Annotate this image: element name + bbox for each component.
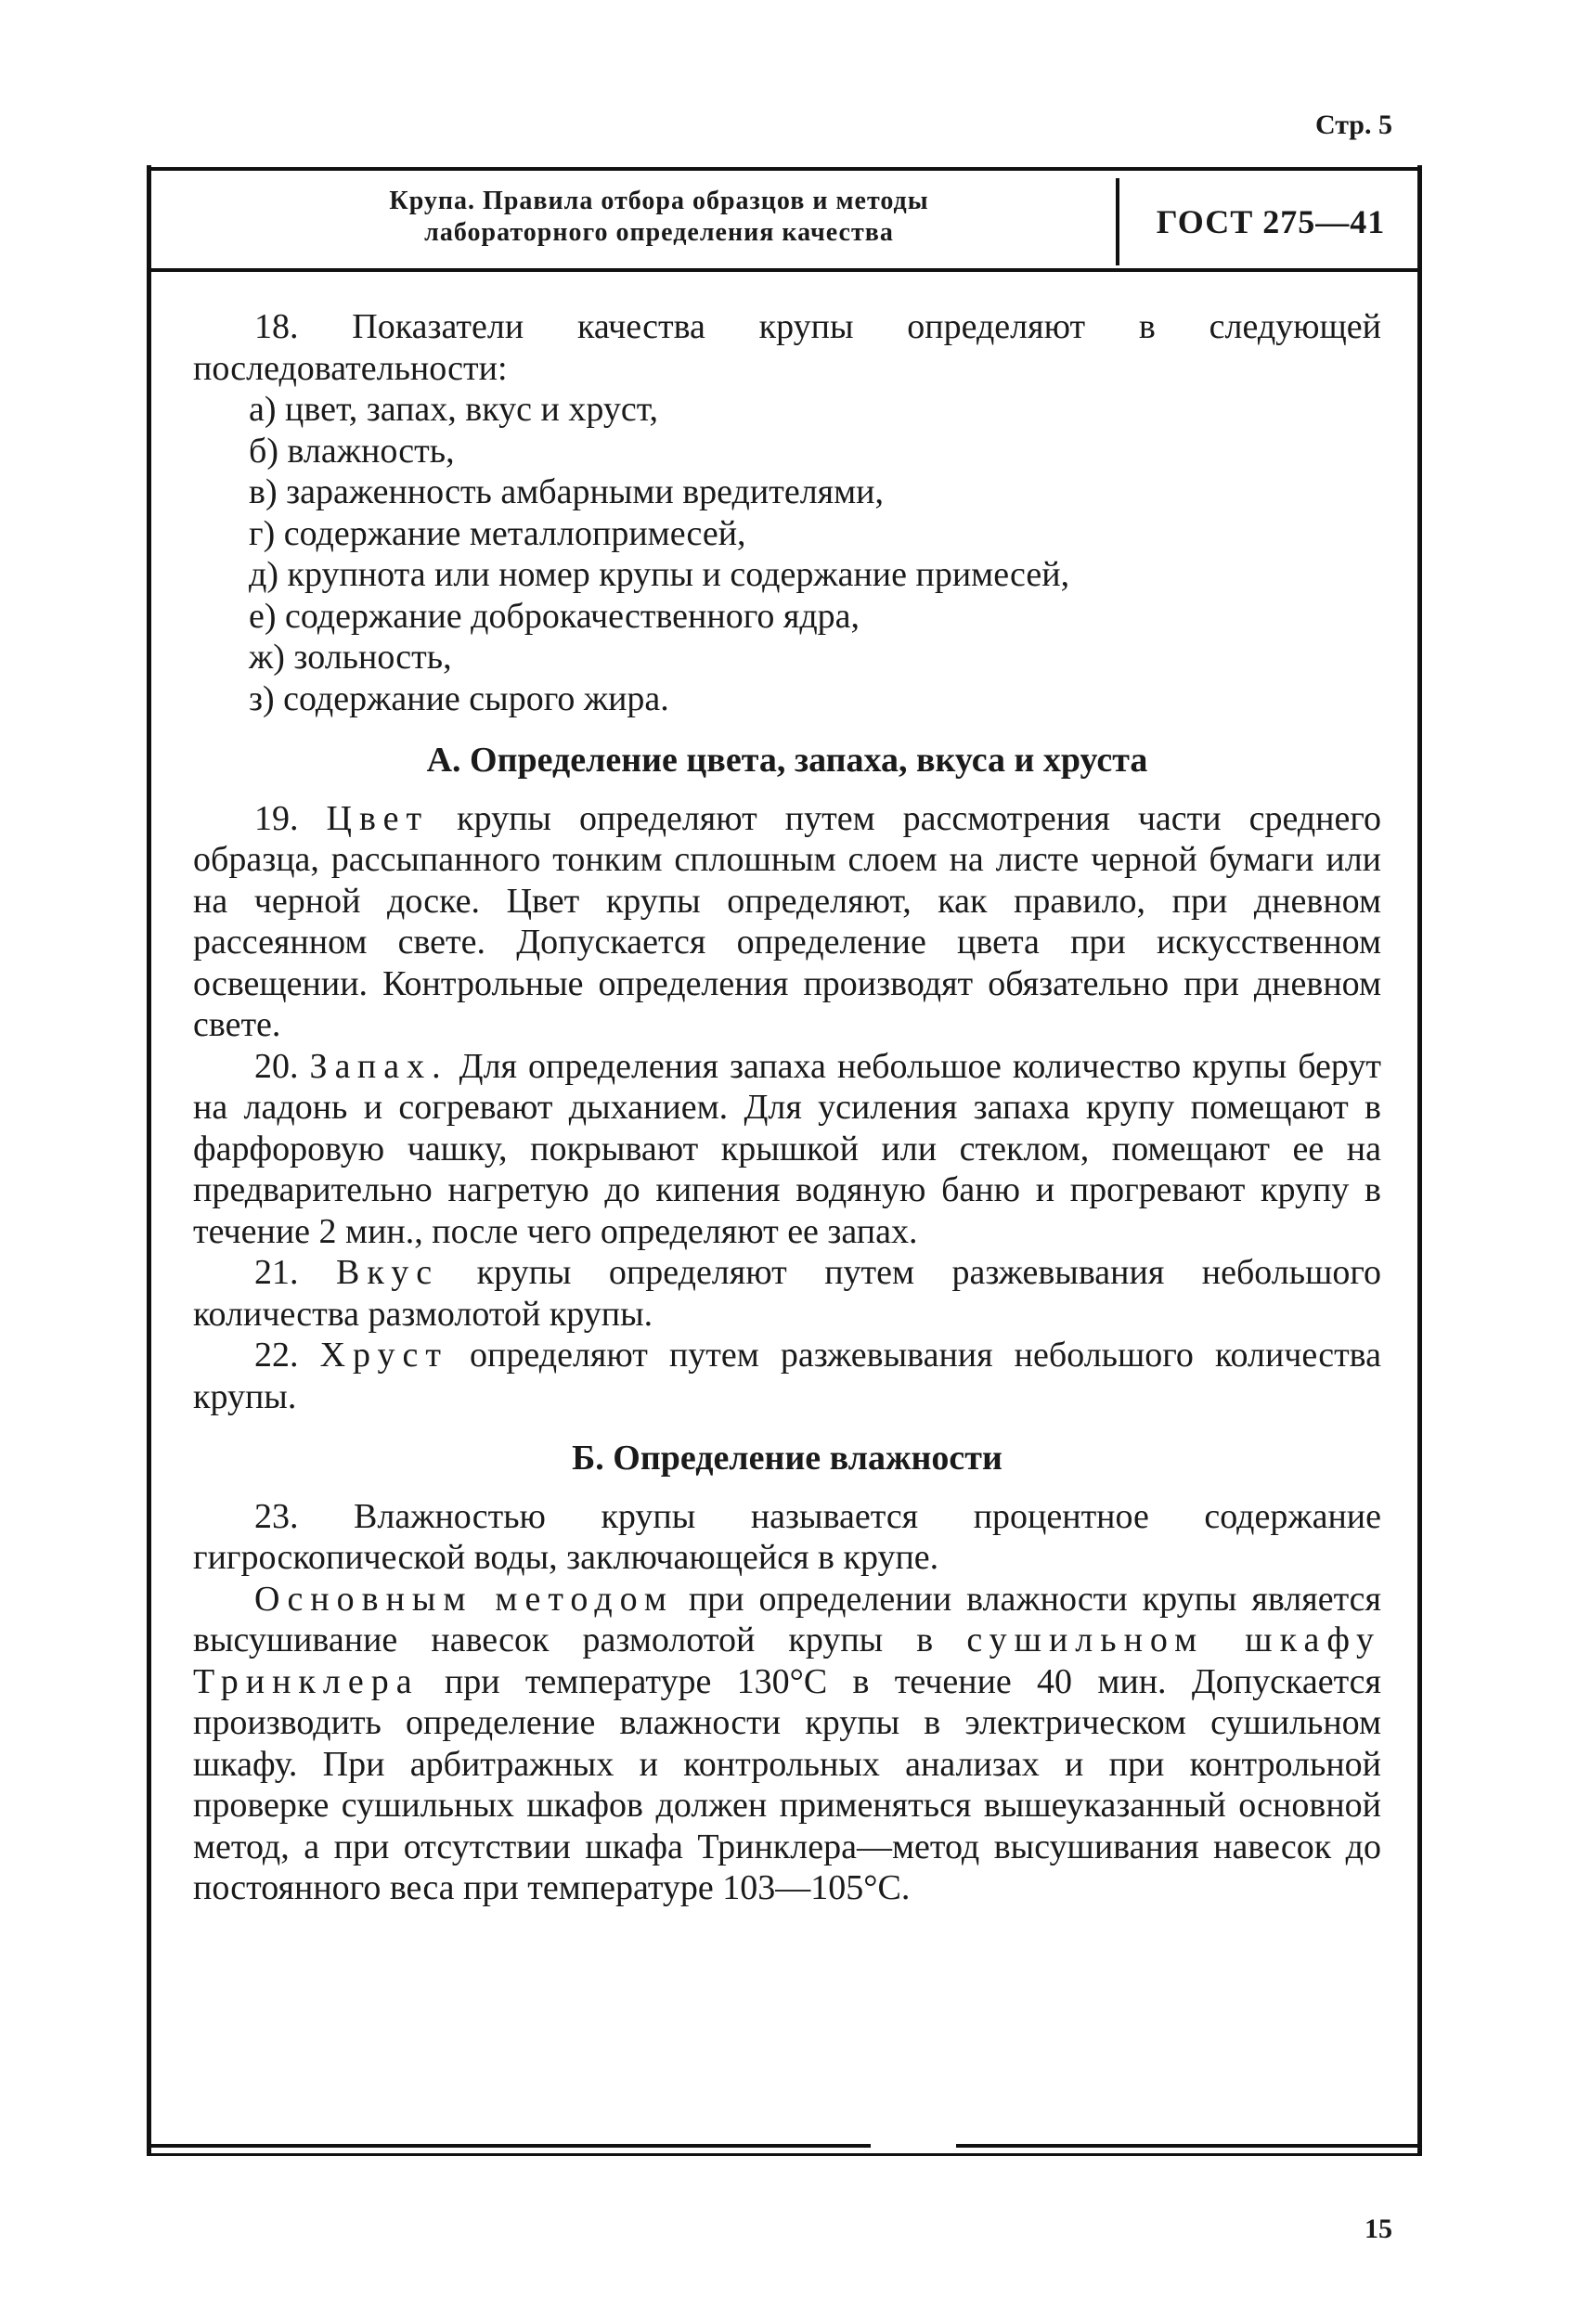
document-title-line-1: Крупа. Правила отбора образцов и методы	[389, 187, 929, 215]
page-label: Стр. 5	[1314, 110, 1392, 140]
paragraph-keyword: Основным методом	[254, 1579, 674, 1619]
paragraph-text: крупы определяют путем рассмотрения части среднего образца, рассыпанного тонким сплошным слоем на листе черной бумаги или на черной доске. Цвет крупы определяют, как правило, при дневном рассеянном свете. Допускается определение цвета при искусственном освещении. Контрольные определения производят обязательно при дневном свете.	[193, 798, 1382, 1044]
list-item: е) содержание доброкачественного ядра,	[249, 596, 860, 636]
paragraph-number: 22.	[254, 1336, 320, 1375]
paragraph-number: 20.	[254, 1046, 310, 1086]
list-item: ж) зольность,	[249, 638, 452, 677]
header-bottom-rule	[147, 268, 1422, 272]
frame-bottom-rule	[147, 2153, 1422, 2156]
paragraph-keyword: Вкус	[335, 1253, 440, 1292]
list-item: г) содержание металлопримесей,	[249, 513, 746, 553]
paragraph-text: при температуре 130°С в течение 40 мин. Допускается производить определение влажности крупы в электрическом сушильном шкафу. При арбитражных и контрольных анализах и при контрольной проверке сушильных шкафов должен применяться вышеуказанный основной метод, а при отсутствии шкафа Тринклера—метод высушивания навесок до постоянного веса при температуре 103—105°С.	[193, 1661, 1381, 1907]
paragraph-23	[193, 1496, 1381, 1579]
paragraph-text: определяют путем разжевывания небольшого количества крупы.	[193, 1336, 1381, 1416]
list-item: з) содержание сырого жира.	[249, 678, 669, 718]
footer-rule-right	[956, 2144, 1422, 2148]
paragraph-text: Влажностью крупы называется процентное содержание гигроскопической воды, заключающейся в крупе.	[193, 1496, 1381, 1577]
paragraph-text: Для определения запаха небольшое количество крупы берут на ладонь и согревают дыханием. Для усиления запаха крупу помещают в фарфоровую чашку, покрывают крышкой или стеклом, помещают ее на предварительно нагретую до кипения водяную баню и прогревают крупу в течение 2 мин., после чего определяют ее запах.	[193, 1046, 1381, 1251]
document-title	[223, 186, 1095, 249]
paragraph-number: 21.	[254, 1253, 336, 1292]
document-title-line-2: лабораторного определения качества	[424, 218, 894, 247]
list-item: д) крупнота или номер крупы и содержание примесей,	[249, 555, 1070, 594]
paragraph-text: Показатели качества крупы определяют в следующей последовательности:	[193, 307, 1381, 388]
paragraph-18	[193, 306, 1381, 389]
paragraph-number: 23.	[254, 1496, 355, 1536]
paragraph-number: 19.	[254, 798, 327, 838]
standard-code: ГОСТ 275—41	[1156, 203, 1386, 240]
paragraph-number: 18.	[254, 307, 353, 346]
paragraph-keyword: сушильном шкафу Тринклера	[193, 1620, 1381, 1701]
paragraph-20	[193, 1046, 1381, 1253]
quality-indicators-list	[193, 389, 1381, 719]
document-body	[193, 306, 1381, 1909]
frame-top-rule	[147, 167, 1422, 171]
page-number: 15	[1365, 2214, 1392, 2244]
paragraph-keyword: Цвет	[326, 798, 430, 838]
section-heading-a: А. Определение цвета, запаха, вкуса и хруста	[426, 741, 1148, 780]
paragraph-text: крупы определяют путем разжевывания небольшого количества размолотой крупы.	[193, 1253, 1381, 1334]
paragraph-keyword: Хруст	[319, 1336, 448, 1375]
paragraph-19	[193, 798, 1381, 1046]
paragraph-keyword: Запах.	[309, 1046, 448, 1086]
list-item: б) влажность,	[249, 431, 455, 471]
list-item: а) цвет, запах, вкус и хруст,	[249, 390, 658, 429]
paragraph-main-method	[193, 1579, 1381, 1909]
list-item: в) зараженность амбарными вредителями,	[249, 472, 885, 511]
footer-rule-left	[147, 2144, 871, 2148]
section-heading-b: Б. Определение влажности	[572, 1439, 1002, 1478]
paragraph-22	[193, 1335, 1381, 1417]
paragraph-text: при определении влажности крупы является высушивание навесок размолотой крупы в	[193, 1579, 1381, 1659]
paragraph-21	[193, 1252, 1381, 1335]
